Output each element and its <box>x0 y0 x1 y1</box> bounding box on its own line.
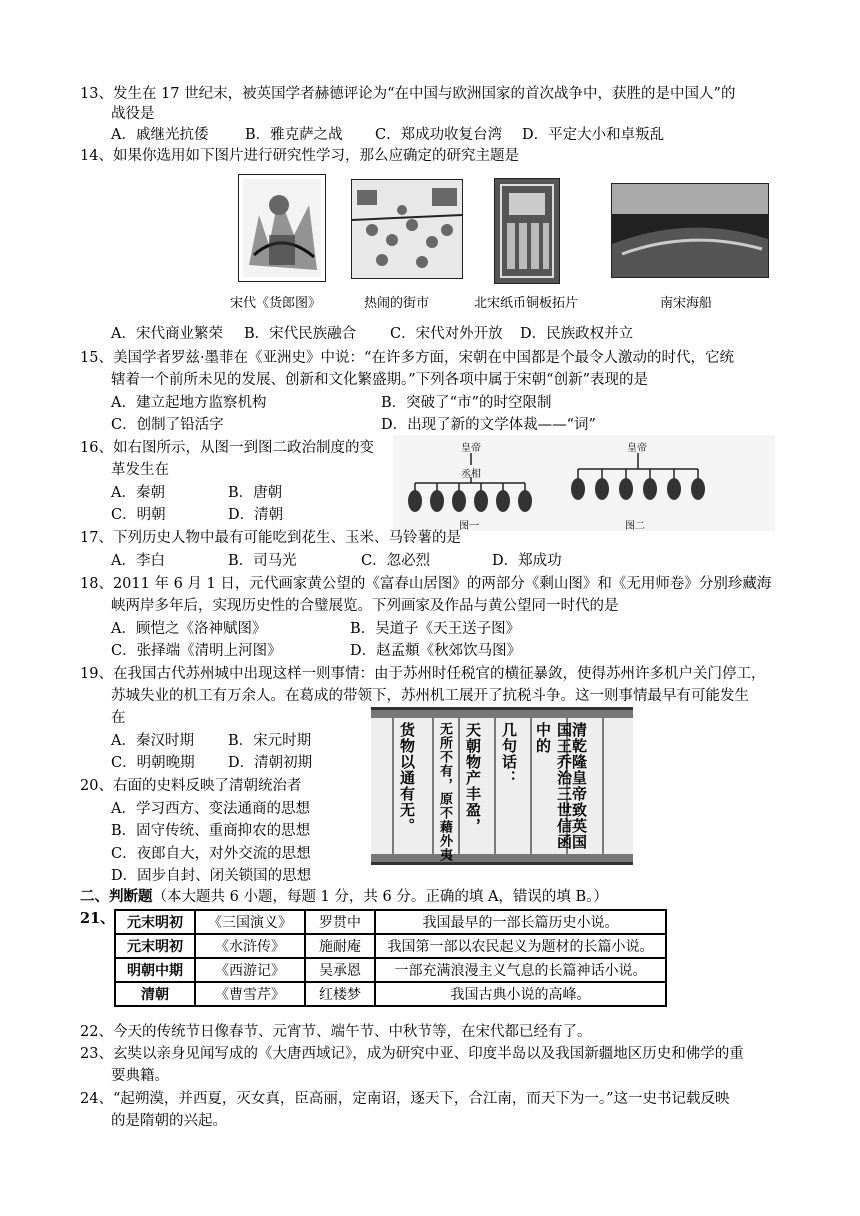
section2-note: （本大题共 6 小题，每题 1 分，共 6 分。正确的填 A，错误的填 B。） <box>152 889 608 905</box>
table-cell: 一部充满浪漫主义气息的长篇神话小说。 <box>375 958 666 982</box>
diagram2-label: 图二 <box>625 521 645 532</box>
q16-option-c[interactable]: C．明朝 <box>111 507 166 523</box>
table-row <box>115 982 666 1006</box>
caption-ship: 南宋海船 <box>660 296 713 311</box>
q24-stem: 24、“起朔漠，并西夏，灭女真，臣高丽，定南诏，逐天下，合江南，而天下为一。”这一史书记载反映 <box>80 1091 730 1107</box>
table-cell: 元末明初 <box>115 910 195 934</box>
q18-stem: 18、2011 年 6 月 1 日，元代画家黄公望的《富春山居图》的两部分《剩山图》和《无用师卷》分别珍藏海 <box>80 576 772 592</box>
table-cell: 我国第一部以农民起义为题材的长篇小说。 <box>375 934 666 958</box>
qianlong-letter-scroll <box>371 707 633 865</box>
table-cell: 红楼梦 <box>305 982 375 1006</box>
table-cell: 元末明初 <box>115 934 195 958</box>
q13-stem: 13、发生在 17 世纪末，被英国学者赫德评论为“在中国与欧洲国家的首次战争中，获胜的是中国人”的 <box>80 86 736 102</box>
q15-option-d[interactable]: D．出现了新的文学体裁——“词” <box>381 417 596 433</box>
table-row <box>115 910 666 934</box>
q16-option-b[interactable]: B．唐朝 <box>228 485 283 501</box>
q16-stem: 16、如右图所示，从图一到图二政治制度的变 <box>80 440 374 456</box>
q16-stem-cont: 革发生在 <box>111 462 169 478</box>
q19-stem-cont: 苏城失业的机工有万余人。在葛成的带领下，苏州机工展开了抗税斗争。这一则事情最早有可能发生 <box>111 688 749 704</box>
table-cell: 吴承恩 <box>305 958 375 982</box>
table-cell: 《曹雪芹》 <box>195 982 305 1006</box>
table-cell: 《三国演义》 <box>195 910 305 934</box>
q19-stem-cont2: 在 <box>111 710 126 726</box>
q17-option-c[interactable]: C．忽必烈 <box>361 553 431 569</box>
scroll-column-3: 几句话： <box>500 722 518 786</box>
q20-stem: 20、右面的史料反映了清朝统治者 <box>80 778 302 794</box>
q18-option-d[interactable]: D．赵孟頫《秋郊饮马图》 <box>350 643 522 659</box>
q19-option-d[interactable]: D．清朝初期 <box>228 755 313 771</box>
table-cell: 《西游记》 <box>195 958 305 982</box>
q23-stem: 23、玄奘以亲身见闻写成的《大唐西域记》，成为研究中亚、印度半岛以及我国新疆地区历史和佛学的重 <box>80 1046 744 1062</box>
q13-option-a[interactable]: A．戚继光抗倭 <box>111 127 209 143</box>
table-cell: 施耐庵 <box>305 934 375 958</box>
huolangtu-image <box>238 174 326 282</box>
q15-stem-cont: 辖着一个前所未见的发展、创新和文化繁盛期。”下列各项中属于宋朝“创新”表现的是 <box>111 372 648 388</box>
q20-option-b[interactable]: B．固守传统、重商抑农的思想 <box>111 823 311 839</box>
banknote-rubbing-image <box>494 178 560 284</box>
caption-huolangtu: 宋代《货郎图》 <box>230 296 322 311</box>
q16-option-d[interactable]: D．清朝 <box>228 507 284 523</box>
q15-option-c[interactable]: C．创制了铅活字 <box>111 417 224 433</box>
q15-option-b[interactable]: B．突破了“市”的时空限制 <box>381 395 552 411</box>
diagram2-emperor: 皇帝 <box>627 443 647 454</box>
q18-option-a[interactable]: A．顾恺之《洛神赋图》 <box>111 621 267 637</box>
q20-option-c[interactable]: C．夜郎自大，对外交流的思想 <box>111 846 311 862</box>
q18-stem-cont: 峡两岸多年后，实现历史性的合璧展览。下列画家及作品与黄公望同一时代的是 <box>111 598 619 614</box>
q21-number: 21、 <box>80 910 115 927</box>
q16-option-a[interactable]: A．秦朝 <box>111 485 165 501</box>
q17-option-d[interactable]: D．郑成功 <box>492 553 562 569</box>
scroll-column-5: 无所不有，原不藉外夷 <box>437 722 452 862</box>
q13-stem-cont: 战役是 <box>111 106 155 122</box>
q18-option-c[interactable]: C．张择端《清明上河图》 <box>111 643 282 659</box>
q24-stem-cont: 的是隋朝的兴起。 <box>111 1113 227 1129</box>
q13-option-b[interactable]: B．雅克萨之战 <box>245 127 343 143</box>
table-cell: 明朝中期 <box>115 958 195 982</box>
q20-option-d[interactable]: D．固步自封、闭关锁国的思想 <box>111 868 312 884</box>
scroll-column-6: 货物以通有无。 <box>398 722 416 834</box>
scroll-column-2: 国王乔治三世信函中的 <box>534 722 573 850</box>
q21-literature-table <box>114 909 667 1007</box>
q17-option-a[interactable]: A．李白 <box>111 553 165 569</box>
section2-title: 二、判断题 <box>80 888 153 905</box>
diagram1-label: 图一 <box>459 521 479 532</box>
q23-stem-cont: 要典籍。 <box>111 1068 169 1084</box>
section2-header <box>80 887 608 907</box>
q15-stem: 15、美国学者罗兹·墨菲在《亚洲史》中说：“在许多方面，宋朝在中国都是个最令人激动的时代，它统 <box>80 350 734 366</box>
q19-option-c[interactable]: C．明朝晚期 <box>111 755 195 771</box>
q13-option-d[interactable]: D．平定大小和卓叛乱 <box>522 127 665 143</box>
scroll-column-4: 天朝物产丰盈， <box>464 722 482 834</box>
q19-option-a[interactable]: A．秦汉时期 <box>111 733 194 749</box>
q14-stem: 14、如果你选用如下图片进行研究性学习，那么应确定的研究主题是 <box>80 148 519 164</box>
q14-option-a[interactable]: A．宋代商业繁荣 <box>111 326 223 342</box>
street-market-image <box>351 179 463 279</box>
q15-option-a[interactable]: A．建立起地方监察机构 <box>111 395 267 411</box>
q17-stem: 17、下列历史人物中最有可能吃到花生、玉米、马铃薯的是 <box>80 530 461 546</box>
q17-option-b[interactable]: B．司马光 <box>228 553 297 569</box>
q14-option-c[interactable]: C．宋代对外开放 <box>390 326 503 342</box>
political-system-diagram <box>393 435 775 531</box>
q18-option-b[interactable]: B．吴道子《天王送子图》 <box>350 621 521 637</box>
diagram1-chancellor: 丞相 <box>461 469 481 480</box>
table-row <box>115 958 666 982</box>
q19-stem: 19、在我国古代苏州城中出现这样一则事情：由于苏州时任税官的横征暴敛，使得苏州许多机户关门停工， <box>80 666 766 682</box>
q22-stem: 22、今天的传统节日像春节、元宵节、端午节、中秋节等，在宋代都已经有了。 <box>80 1024 592 1040</box>
table-cell: 罗贯中 <box>305 910 375 934</box>
diagram1-emperor: 皇帝 <box>461 443 481 454</box>
table-cell: 我国最早的一部长篇历史小说。 <box>375 910 666 934</box>
q13-option-c[interactable]: C．郑成功收复台湾 <box>375 127 503 143</box>
caption-street-market: 热闹的街市 <box>364 296 430 311</box>
table-cell: 《水浒传》 <box>195 934 305 958</box>
q19-option-b[interactable]: B．宋元时期 <box>228 733 312 749</box>
q20-option-a[interactable]: A．学习西方、变法通商的思想 <box>111 801 310 817</box>
table-cell: 清朝 <box>115 982 195 1006</box>
q14-option-d[interactable]: D．民族政权并立 <box>520 326 634 342</box>
song-ship-image <box>611 183 769 278</box>
caption-banknote: 北宋纸币铜板拓片 <box>474 296 579 311</box>
scroll-column-1: 清乾隆皇帝致英国 <box>570 722 588 850</box>
q14-option-b[interactable]: B．宋代民族融合 <box>244 326 357 342</box>
table-cell: 我国古典小说的高峰。 <box>375 982 666 1006</box>
table-row <box>115 934 666 958</box>
